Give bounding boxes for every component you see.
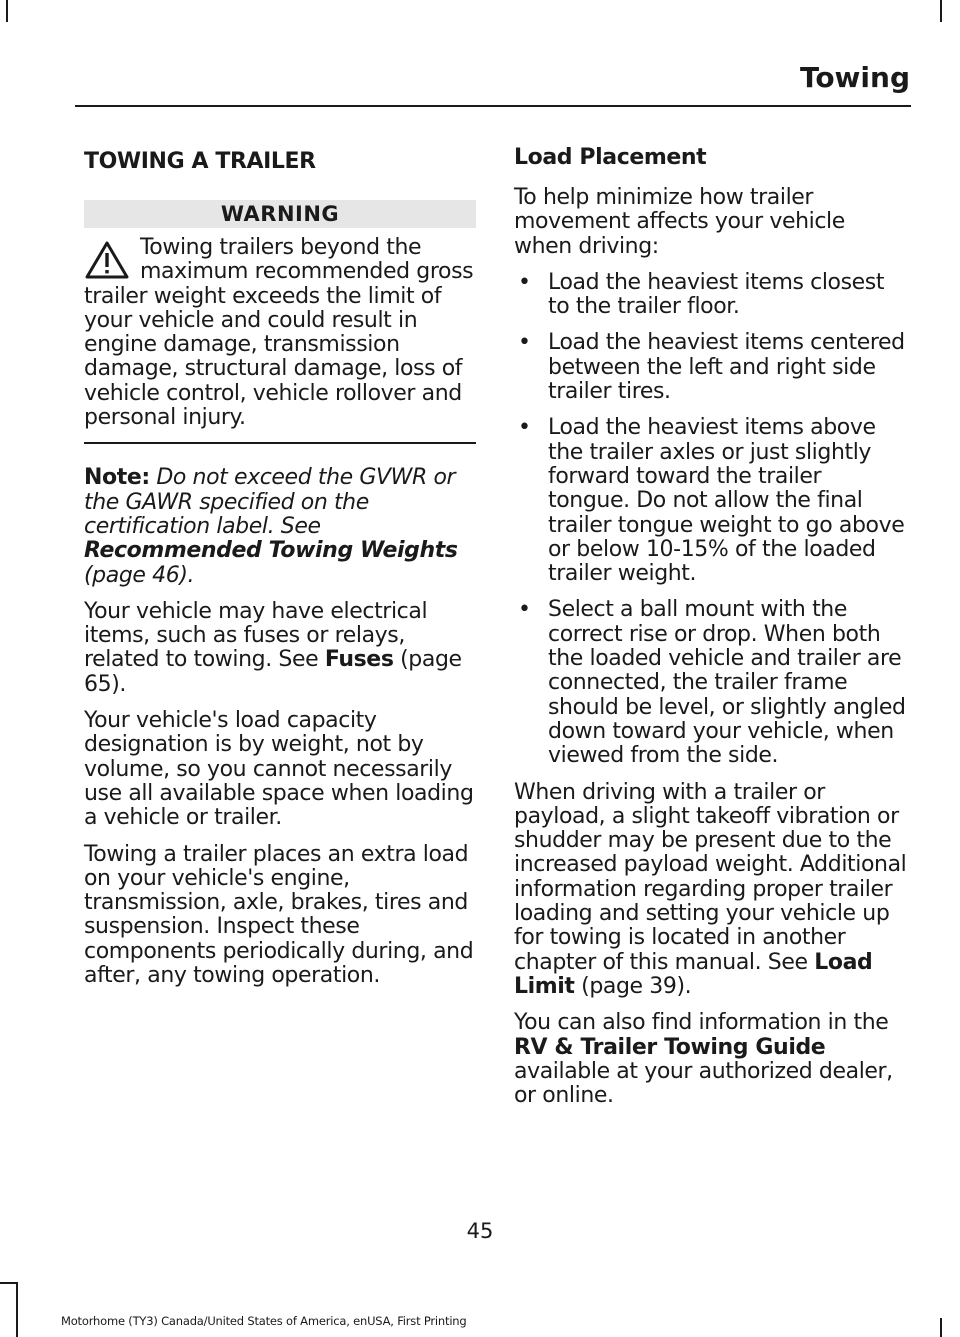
- load-placement-title: Load Placement: [514, 145, 707, 170]
- load-limit-link[interactable]: Load Limit: [514, 949, 873, 999]
- crop-mark-bottom-left-h: [0, 1282, 18, 1284]
- warning-text: Towing trailers beyond the maximum recommended gross trailer weight exceeds the limit of your vehicle and could result in engine damage, transmission damage, structural damage, loss of vehicle control, vehicle rollover and personal injury.: [84, 235, 474, 431]
- note-link[interactable]: Recommended Towing Weights: [84, 538, 458, 564]
- warning-triangle-icon: [84, 240, 130, 280]
- load-placement-list: [514, 271, 908, 769]
- towing-guide-text-after: available at your authorized dealer, or online.: [514, 1058, 893, 1109]
- fuses-paragraph: [84, 600, 476, 697]
- list-item: • Load the heaviest items above the trailer axles or just slightly forward toward the trailer tongue. Do not allow the final trailer tongue weight to go above or below 10-15% of the loaded trailer weight.: [514, 416, 908, 586]
- note-page-ref: (page 46).: [84, 562, 195, 588]
- vibration-paragraph: [514, 781, 908, 1000]
- fuses-link[interactable]: Fuses: [324, 647, 394, 673]
- header-rule: [75, 105, 911, 107]
- load-placement-intro: To help minimize how trailer movement affects your vehicle when driving:: [514, 185, 845, 259]
- crop-mark-top-left: [6, 0, 8, 22]
- warning-bottom-rule: [84, 442, 476, 444]
- fuses-page-ref: (page 65).: [84, 647, 462, 697]
- crop-mark-bottom-right: [940, 1318, 942, 1337]
- warning-box: [84, 236, 476, 430]
- towing-guide-paragraph: [514, 1011, 908, 1108]
- warning-label: WARNING: [84, 200, 476, 228]
- load-capacity-paragraph: Your vehicle's load capacity designation is by weight, not by volume, so you cannot necessarily use all available space when loading a vehicle or trailer.: [84, 708, 474, 831]
- load-limit-page-ref: (page 39).: [581, 973, 692, 999]
- page-number: 45: [466, 1219, 494, 1243]
- footer-text: Motorhome (TY3) Canada/United States of America, enUSA, First Printing: [61, 1314, 467, 1328]
- towing-guide-link[interactable]: RV & Trailer Towing Guide: [514, 1034, 826, 1060]
- list-item: • Load the heaviest items centered between the left and right side trailer tires.: [514, 331, 908, 404]
- crop-mark-top-right: [940, 0, 942, 22]
- note-label: Note:: [84, 465, 150, 491]
- note-text: Do not exceed the GVWR or the GAWR specified on the certification label. See: [84, 465, 456, 539]
- note-paragraph: [84, 466, 476, 587]
- list-item: • Load the heaviest items closest to the trailer floor.: [514, 271, 908, 320]
- left-column: [84, 140, 476, 1000]
- fuses-text: Your vehicle may have electrical items, such as fuses or relays, related to towing. See: [84, 598, 428, 673]
- crop-mark-bottom-left-v: [16, 1282, 18, 1337]
- towing-guide-text-before: You can also find information in the: [514, 1010, 889, 1036]
- right-column: [514, 140, 908, 1120]
- vibration-text: When driving with a trailer or payload, a slight takeoff vibration or shudder may be present due to the increased payload weight. Additional information regarding proper trailer loading and setting your vehicle up for towing is located in another chapter of this manual. See: [514, 779, 907, 975]
- page-header-title: Towing: [799, 61, 910, 94]
- towing-load-paragraph: Towing a trailer places an extra load on your vehicle's engine, transmission, axle, brakes, tires and suspension. Inspect these components periodically during, and after, any towing operation.: [84, 841, 474, 989]
- section-title: TOWING A TRAILER: [84, 149, 316, 174]
- list-item: • Select a ball mount with the correct rise or drop. When both the loaded vehicle and trailer are connected, the trailer frame should be level, or slightly angled down toward your vehicle, when viewed from the side.: [514, 598, 908, 768]
